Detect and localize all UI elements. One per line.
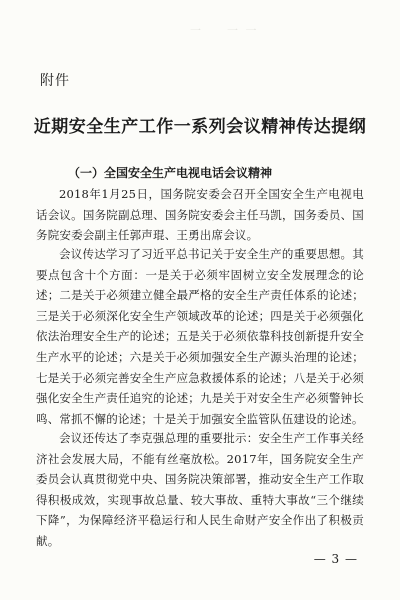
document-title: 近期安全生产工作一系列会议精神传达提纲: [33, 117, 367, 137]
body-paragraph-1: 2018年1月25日，国务院安委会召开全国安全生产电视电话会议。国务院副总理、国务院安委会主任马凯，国务委员、国务院安委会副主任郭声琨、王勇出席会议。: [36, 187, 364, 243]
body-paragraph-3: 会议还传达了李克强总理的重要批示：安全生产工作事关经济社会发展大局，不能有丝毫放松。2017年，国务院安全生产委员会认真贯彻党中央、国务院决策部署，推动安全生产工作取得积极成效，实现事故总量、较大事故、重特大事故“三个继续下降”，为保障经济平稳运行和人民生命财产安全作出了积极贡献。: [36, 431, 364, 548]
show-through-mark: 一 一 一: [190, 24, 259, 37]
attachment-label: 附件: [40, 73, 70, 89]
body-paragraph-2: 会议传达学习了习近平总书记关于安全生产的重要思想。其要点包含十个方面：一是关于必须牢固树立安全发展理念的论述；二是关于必须建立健全最严格的安全生产责任体系的论述；三是关于必须深化安全生产领域改革的论述；四是关于必须强化依法治理安全生产的论述；五是关于必须依靠科技创新提升安全生产水平的论述；六是关于必须加强安全生产源头治理的论述；七是关于必须完善安全生产应急救援体系的论述；八是关于必须强化安全生产责任追究的论述；九是关于对安全生产必须警钟长鸣、常抓不懈的论述；十是关于加强安全监管队伍建设的论述。: [36, 247, 364, 426]
page-number: — 3 —: [313, 552, 358, 566]
section-heading: （一）全国安全生产电视电话会议精神: [68, 166, 273, 180]
